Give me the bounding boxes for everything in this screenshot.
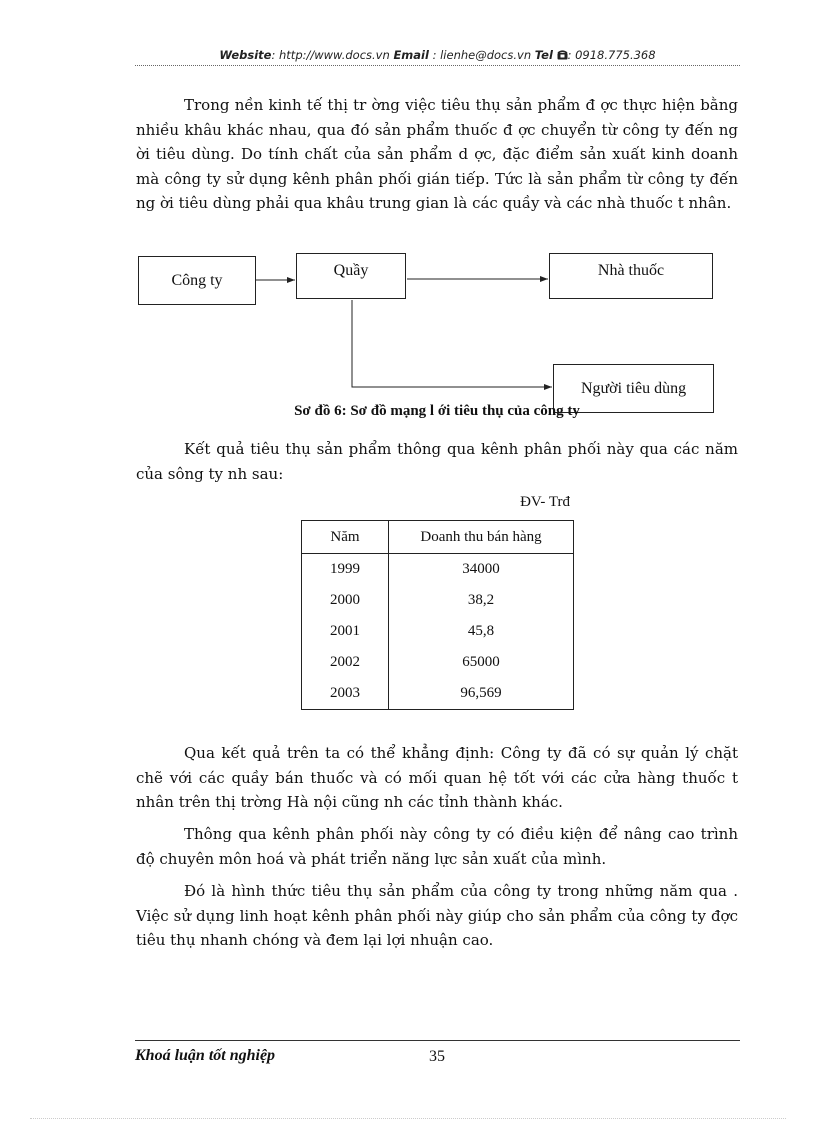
cell-year: 1999 [302,554,389,586]
table-row [302,616,574,647]
table-row [302,554,574,586]
table-row [302,678,574,710]
cell-revenue: 45,8 [389,616,574,647]
paragraph-results-intro: Kết quả tiêu thụ sản phẩm thông qua kênh phân phối này qua các năm của sông ty nh sau: [136,440,738,483]
paragraph-summary: Đó là hình thức tiêu thụ sản phẩm của công ty trong những năm qua . Việc sử dụng linh hoạt kênh phân phối này giúp cho sản phẩm của công ty đợc tiêu thụ nhanh chóng và đem lại lợi nhuận cao. [136,882,738,949]
footer-divider [135,1040,740,1041]
arrow-counter-consumer [352,300,552,387]
website-label: Website [219,48,272,62]
cell-revenue: 65000 [389,647,574,678]
email-label: Email [393,48,429,62]
table-row [302,647,574,678]
diagram-node-counter: Quầy [296,253,406,299]
paragraph-capability: Thông qua kênh phân phối này công ty có điều kiện để nâng cao trình độ chuyên môn hoá và phát triển năng lực sản xuất của mình. [136,825,738,868]
footer-title: Khoá luận tốt nghiệp [135,1047,276,1064]
cell-revenue: 96,569 [389,678,574,710]
diagram-node-company: Công ty [138,256,256,305]
diagram-node-pharmacy: Nhà thuốc [549,253,713,299]
paragraph-intro: Trong nền kinh tế thị tr ờng việc tiêu thụ sản phẩm đ ợc thực hiện bằng nhiều khâu khác nhau, qua đó sản phẩm thuốc đ ợc chuyển từ công ty đến ng ời tiêu dùng. Do tính chất của sản phẩm d ợc, đặc điểm sản xuất kinh doanh mà công ty sử dụng kênh phân phối gián tiếp. Tức là sản phẩm từ công ty đến ng ời tiêu dùng phải qua khâu trung gian là các quầy và các nhà thuốc t nhân. [136,96,738,212]
cell-year: 2002 [302,647,389,678]
diagram-caption: Sơ đồ 6: Sơ đồ mạng l ới tiêu thụ của công ty [294,403,580,419]
header-year: Năm [302,521,389,554]
revenue-table [301,520,574,710]
table-row [302,585,574,616]
cell-revenue: 38,2 [389,585,574,616]
table-unit: ĐV- Trđ [520,494,570,510]
page-bottom-edge [30,1118,786,1119]
table-header-row [302,521,574,554]
tel-value: : 0918.775.368 [567,48,656,62]
diagram-node-consumer: Người tiêu dùng [553,364,714,413]
cell-year: 2001 [302,616,389,647]
page-number: 35 [429,1048,445,1065]
cell-year: 2000 [302,585,389,616]
email-value: : lienhe@docs.vn [432,48,532,62]
diagram-connectors [0,0,816,420]
header-revenue: Doanh thu bán hàng [389,521,574,554]
tel-label: Tel [534,48,553,62]
cell-revenue: 34000 [389,554,574,586]
website-value: : http://www.docs.vn [271,48,390,62]
paragraph-conclusion: Qua kết quả trên ta có thể khẳng định: Công ty đã có sự quản lý chặt chẽ với các quầy bán thuốc và có mối quan hệ tốt với các cửa hàng thuốc t nhân trên thị trờng Hà nội cũng nh các tỉnh thành khác. [136,744,738,811]
cell-year: 2003 [302,678,389,710]
